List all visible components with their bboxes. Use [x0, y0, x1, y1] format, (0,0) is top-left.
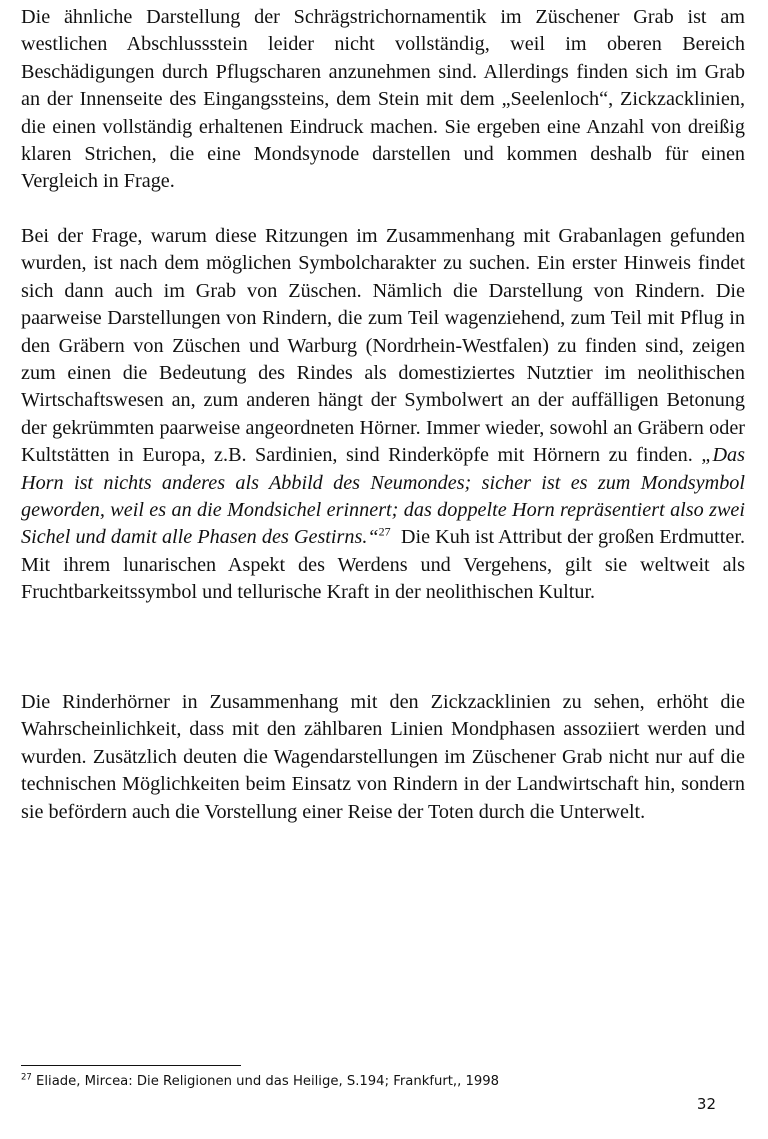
- footnote: [21, 1073, 721, 1091]
- paragraph-2-text-after: Die Kuh ist Attribut der großen Erdmutter. Mit ihrem lunarischen Aspekt des Werdens und Vergehens, gilt sie weltweit als Fruchtbarkeitssymbol und tellurische Kraft in der neolithischen Kultur.: [21, 526, 745, 604]
- footnote-reference: 27: [378, 524, 391, 539]
- paragraph-2-quote: „Das Horn ist nichts anderes als Abbild des Neumondes; sicher ist es zum Mondsymbol geworden, weil es an die Mondsichel erinnert; das doppelte Horn repräsentiert also zwei Sichel und damit alle Phasen des Gestirns.“: [21, 444, 745, 549]
- footnote-separator: [21, 1065, 241, 1066]
- paragraph-3-text: Die Rinderhörner in Zusammenhang mit den Zickzacklinien zu sehen, erhöht die Wahrscheinlichkeit, dass mit den zählbaren Linien Mondphasen assoziiert werden und wurden. Zusätzlich deuten die Wagendarstellungen im Züschener Grab nicht nur auf die technischen Möglichkeiten beim Einsatz von Rindern in der Landwirtschaft hin, sondern sie befördern auch die Vorstellung einer Reise der Toten durch die Unterwelt.: [21, 691, 745, 823]
- footnote-text: Eliade, Mircea: Die Religionen und das Heilige, S.194; Frankfurt,, 1998: [36, 1074, 500, 1089]
- footnote-number: 27: [21, 1072, 32, 1083]
- paragraph-1: [21, 4, 745, 196]
- paragraph-1-text: Die ähnliche Darstellung der Schrägstrichornamentik im Züschener Grab ist am westlichen Abschlussstein leider nicht vollständig, weil im oberen Bereich Beschädigungen durch Pflugscharen anzunehmen sind. Allerdings finden sich im Grab an der Innenseite des Eingangssteins, dem Stein mit dem „Seelenloch“, Zickzacklinien, die einen vollständig erhaltenen Eindruck machen. Sie ergeben eine Anzahl von dreißig klaren Strichen, die eine Mondsynode darstellen und kommen deshalb für einen Vergleich in Frage.: [21, 6, 745, 193]
- paragraph-2: [21, 223, 745, 607]
- page-number: 32: [696, 1095, 716, 1113]
- paragraph-3: [21, 689, 745, 826]
- paragraph-2-text-before: Bei der Frage, warum diese Ritzungen im Zusammenhang mit Grabanlagen gefunden wurden, ist nach dem möglichen Symbolcharakter zu suchen. Ein erster Hinweis findet sich dann auch im Grab von Züschen. Nämlich die Darstellung von Rindern. Die paarweise Darstellungen von Rindern, die zum Teil wagenziehend, zum Teil mit Pflug in den Gräbern von Züschen und Warburg (Nordrhein-Westfalen) zu finden sind, zeigen zum einen die Bedeutung des Rindes als domestiziertes Nutztier im neolithischen Wirtschaftswesen an, zum anderen hängt der Symbolwert an der auffälligen Betonung der gekrümmten paarweise angeordneten Hörner. Immer wieder, sowohl an Gräbern oder Kultstätten in Europa, z.B. Sardinien, sind Rinderköpfe mit Hörnern zu finden.: [21, 225, 745, 467]
